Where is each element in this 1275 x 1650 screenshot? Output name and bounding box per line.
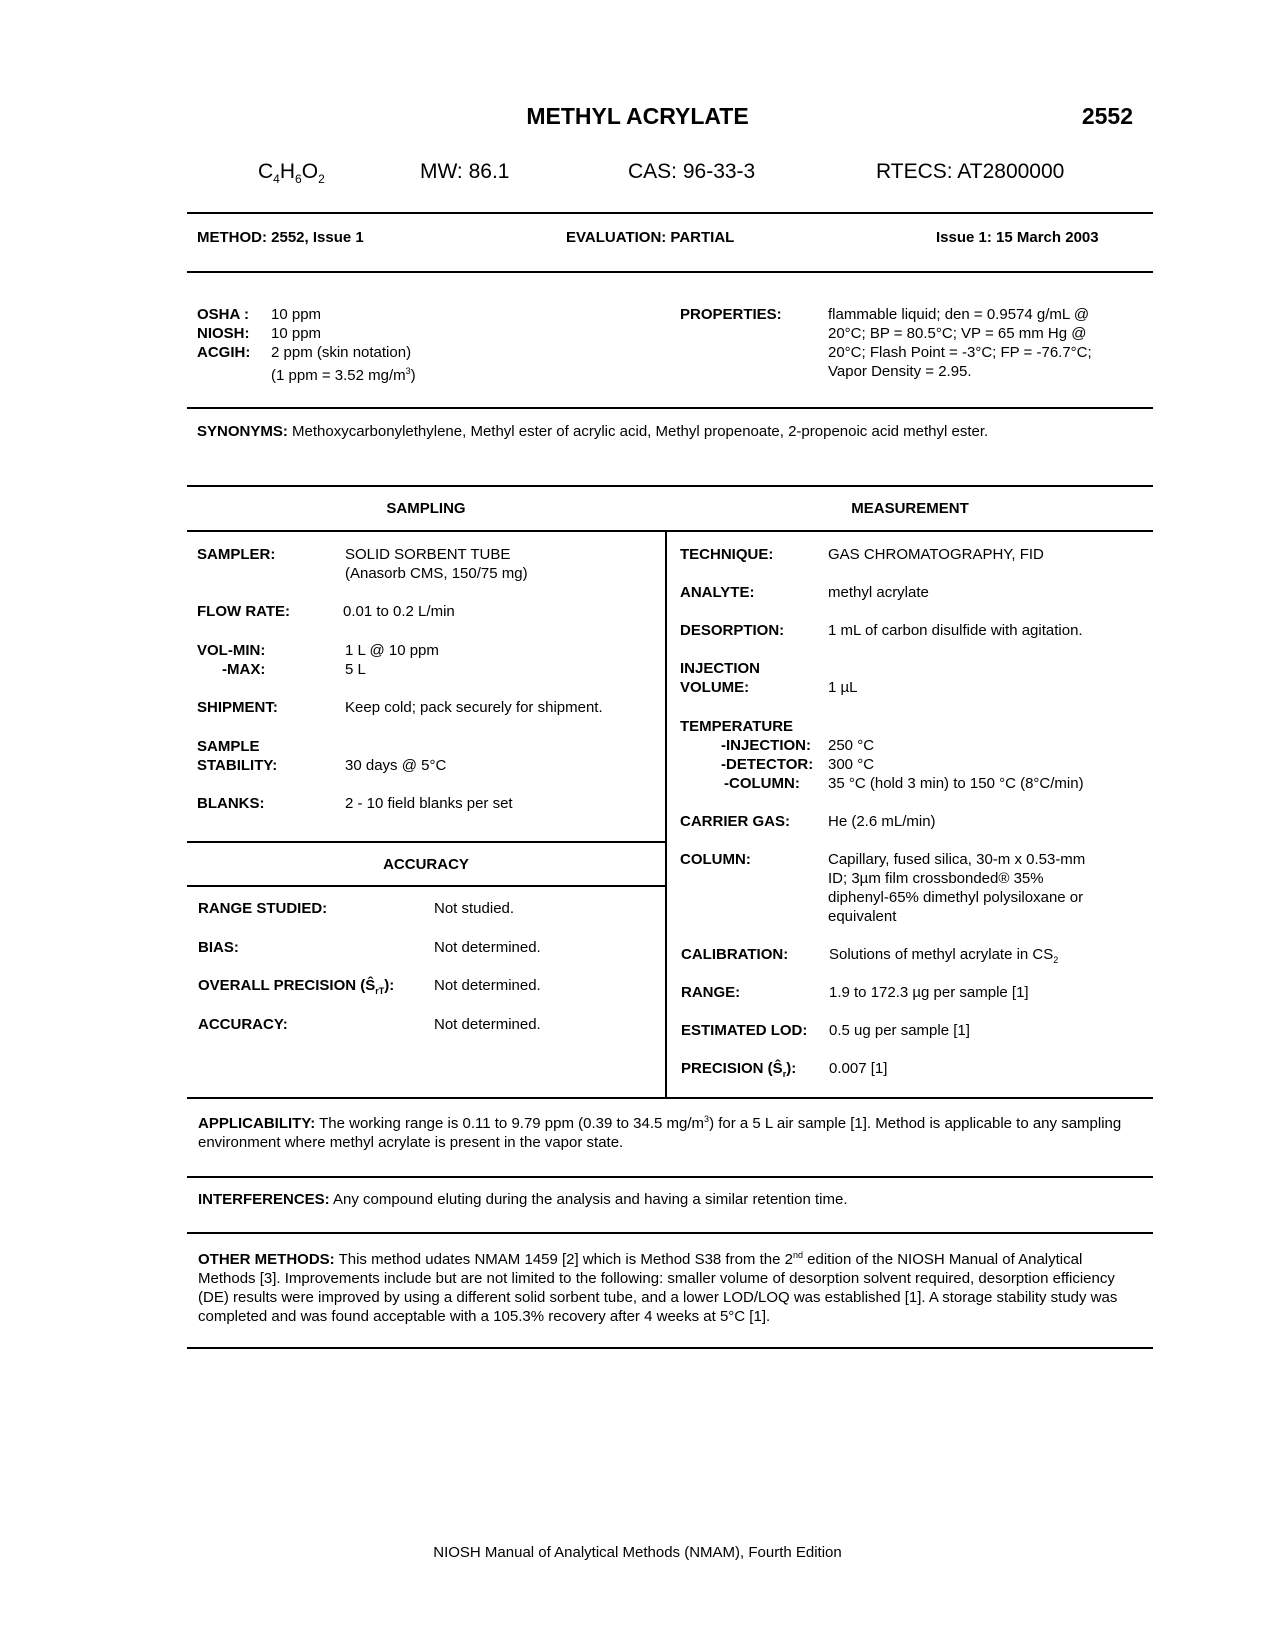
rtecs-number: RTECS: AT2800000: [876, 160, 1065, 183]
divider: [187, 407, 1153, 409]
flow-rate-label: FLOW RATE:: [197, 603, 291, 620]
divider: [187, 1097, 1153, 1099]
desorption-label: DESORPTION:: [680, 622, 785, 639]
carrier-gas-value: He (2.6 mL/min): [828, 813, 936, 830]
range-studied-label: RANGE STUDIED:: [198, 900, 328, 917]
temp-column-label: -COLUMN:: [724, 775, 800, 792]
accuracy-heading: ACCURACY: [383, 856, 469, 873]
cas-number: CAS: 96-33-3: [628, 160, 756, 183]
accuracy-value: Not determined.: [434, 1016, 541, 1033]
molecular-weight: MW: 86.1: [420, 160, 510, 183]
vol-min-value: 1 L @ 10 ppm: [345, 642, 439, 659]
range-studied-value: Not studied.: [434, 900, 515, 917]
estimated-lod-label: ESTIMATED LOD:: [681, 1022, 808, 1039]
desorption-value: 1 mL of carbon disulfide with agitation.: [828, 622, 1083, 639]
page-title: METHYL ACRYLATE: [526, 103, 749, 129]
other-methods: OTHER METHODS: This method udates NMAM 1459 [2] which is Method S38 from the 2nd edition of the NIOSH Manual of Analytical Methods [3]. Improvements include but are not limited to the following: smaller volume of desorption solvent required, desorption efficiency (DE) results were improved by using a different solid sorbent tube, and a lower LOD/LOQ was established [1]. A storage stability study was completed and was found acceptable with a 105.3% recovery after 4 weeks at 5°C [1].: [198, 1250, 1118, 1325]
measurement-heading: MEASUREMENT: [851, 500, 969, 517]
shipment-value: Keep cold; pack securely for shipment.: [345, 699, 603, 716]
sampler-value: SOLID SORBENT TUBE (Anasorb CMS, 150/75 mg): [345, 546, 528, 582]
calibration-value: Solutions of methyl acrylate in $CS_2$: [829, 946, 1059, 965]
properties-label: PROPERTIES:: [680, 306, 782, 323]
shipment-label: SHIPMENT:: [197, 699, 278, 716]
evaluation: EVALUATION: PARTIAL: [566, 229, 735, 246]
properties-value: flammable liquid; den = 0.9574 g/mL @ 20°C; BP = 80.5°C; VP = 65 mm Hg @ 20°C; Flash Point = -3°C; FP = -76.7°C; Vapor Density = 2.95.: [828, 306, 1092, 380]
calibration-label: CALIBRATION:: [681, 946, 789, 963]
injection-volume-value: 1 µL: [828, 679, 858, 696]
issue-date: Issue 1: 15 March 2003: [936, 229, 1099, 246]
overall-precision-value: Not determined.: [434, 977, 541, 994]
divider: [187, 1347, 1153, 1349]
method-id: METHOD: 2552, Issue 1: [197, 229, 364, 246]
divider: [187, 1232, 1153, 1234]
divider: [187, 485, 1153, 487]
range-label: RANGE:: [681, 984, 741, 1001]
precision-label: PRECISION $(Ŝ_r)$:: [681, 1060, 797, 1079]
interferences: INTERFERENCES: Any compound eluting during the analysis and having a similar retention time.: [198, 1191, 848, 1208]
column-value: Capillary, fused silica, 30-m x 0.53-mm ID; 3µm film crossbonded® 35% diphenyl-65% dimethyl polysiloxane or equivalent: [828, 851, 1086, 925]
divider: [187, 271, 1153, 273]
divider: [187, 1176, 1153, 1178]
sample-stability-label: SAMPLE STABILITY:: [197, 738, 278, 774]
applicability: APPLICABILITY: The working range is 0.11 to 9.79 ppm (0.39 to 34.5 $mg/m^3$) for a 5 L air sample [1]. Method is applicable to any sampling environment where methyl acrylate is present in the vapor state.: [198, 1114, 1122, 1151]
overall-precision-label: OVERALL PRECISION $(Ŝ_{rT})$:: [198, 977, 395, 996]
document-number: 2552: [1081, 103, 1133, 129]
blanks-value: 2 - 10 field blanks per set: [345, 795, 513, 812]
synonyms: SYNONYMS: Methoxycarbonylethylene, Methyl ester of acrylic acid, Methyl propenoate, 2-propenoic acid methyl ester.: [197, 423, 989, 440]
temp-detector-label: -DETECTOR:: [721, 756, 814, 773]
injection-volume-label: INJECTION VOLUME:: [680, 660, 761, 696]
bias-value: Not determined.: [434, 939, 541, 956]
sampling-heading: SAMPLING: [386, 500, 466, 517]
temp-detector-value: 300 °C: [828, 756, 875, 773]
analyte-label: ANALYTE:: [680, 584, 755, 601]
analyte-value: methyl acrylate: [828, 584, 929, 601]
divider: [187, 841, 665, 843]
divider: [187, 530, 1153, 532]
accuracy-label: ACCURACY:: [198, 1016, 288, 1033]
temp-injection-value: 250 °C: [828, 737, 875, 754]
column-divider: [665, 530, 667, 1098]
sample-stability-value: 30 days @ 5°C: [345, 757, 447, 774]
exposure-limits: OSHA : 10 ppm NIOSH: 10 ppm ACGIH: 2 ppm (skin notation) (1 ppm = 3.52 $mg/m^3$): [197, 306, 416, 384]
range-value: 1.9 to 172.3 µg per sample [1]: [829, 984, 1029, 1001]
precision-value: 0.007 [1]: [829, 1060, 888, 1077]
blanks-label: BLANKS:: [197, 795, 265, 812]
flow-rate-value: 0.01 to 0.2 L/min: [343, 603, 455, 620]
technique-value: GAS CHROMATOGRAPHY, FID: [828, 546, 1044, 563]
divider: [187, 885, 665, 887]
column-label: COLUMN:: [680, 851, 751, 868]
sampler-label: SAMPLER:: [197, 546, 276, 563]
technique-label: TECHNIQUE:: [680, 546, 774, 563]
estimated-lod-value: 0.5 ug per sample [1]: [829, 1022, 970, 1039]
chemical-formula: $C_4H_6O_2$: [258, 160, 325, 187]
temp-injection-label: -INJECTION:: [721, 737, 811, 754]
temp-column-value: 35 °C (hold 3 min) to 150 °C (8°C/min): [828, 775, 1084, 792]
vol-max-label: -MAX:: [222, 661, 266, 678]
footer: NIOSH Manual of Analytical Methods (NMAM), Fourth Edition: [433, 1544, 842, 1561]
vol-max-value: 5 L: [345, 661, 366, 678]
vol-min-label: VOL-MIN:: [197, 642, 266, 659]
divider: [187, 212, 1153, 214]
temperature-label: TEMPERATURE: [680, 718, 794, 735]
carrier-gas-label: CARRIER GAS:: [680, 813, 791, 830]
bias-label: BIAS:: [198, 939, 239, 956]
